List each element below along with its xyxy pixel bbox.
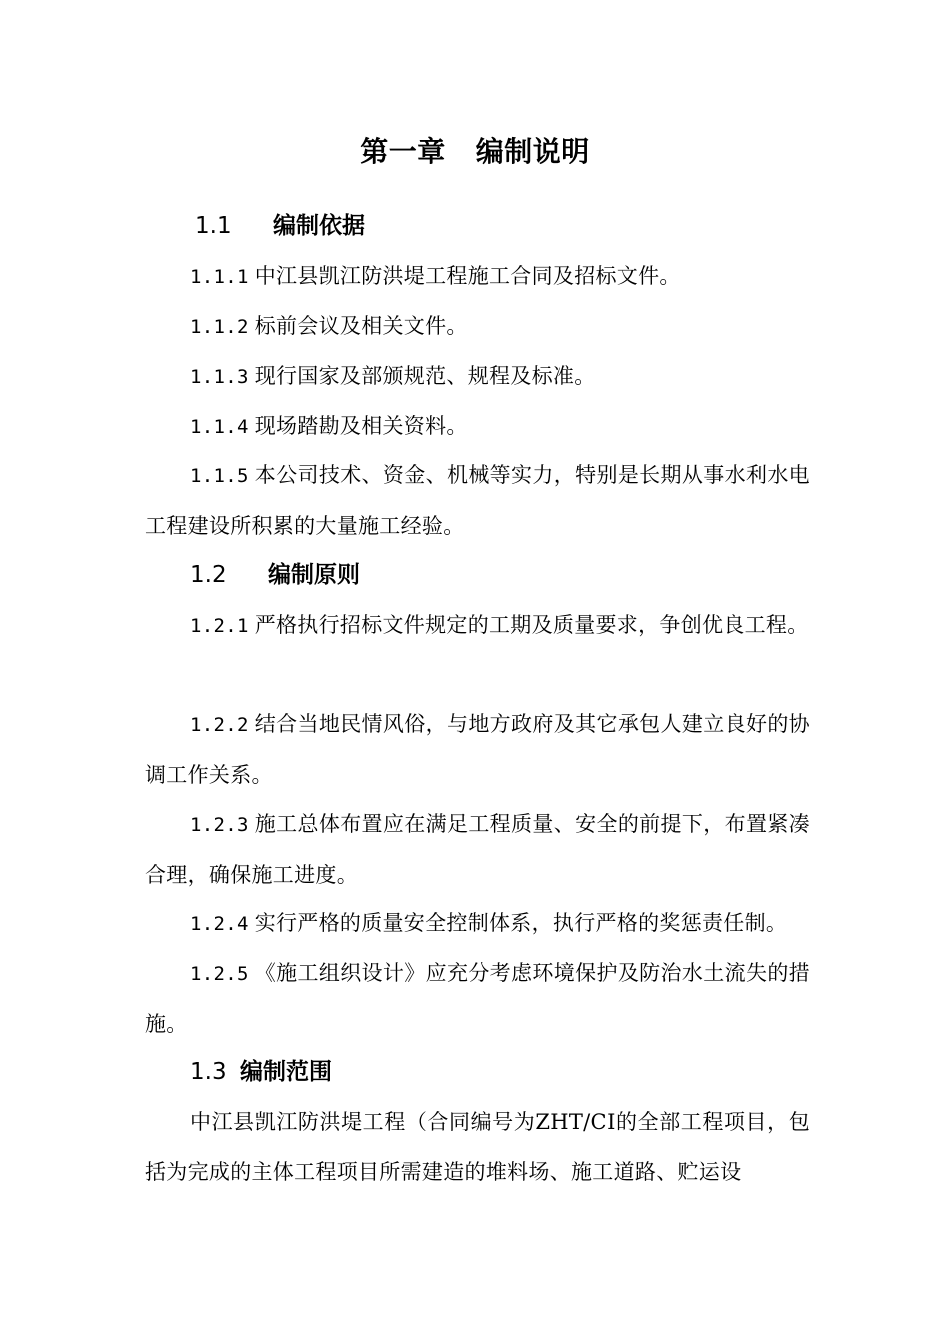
item-number: 1.2.4 — [190, 913, 249, 935]
paragraph-1-1-5 — [145, 450, 810, 551]
paragraph-1-2-1 — [145, 600, 810, 651]
paragraph-1-2-4 — [145, 898, 810, 949]
item-text: 实行严格的质量安全控制体系，执行严格的奖惩责任制。 — [254, 911, 788, 935]
item-text: 施工总体布置应在满足工程质量、安全的前提下，布置紧凑合理，确保施工进度。 — [145, 812, 810, 887]
chapter-title-text: 编制说明 — [475, 135, 590, 168]
item-text: 本公司技术、资金、机械等实力，特别是长期从事水利水电工程建设所积累的大量施工经验。 — [145, 463, 810, 538]
item-text: 现场踏勘及相关资料。 — [254, 414, 468, 438]
item-number: 1.1.2 — [190, 316, 249, 338]
item-number: 1.2.3 — [190, 814, 249, 836]
paragraph-1-1-1 — [145, 251, 810, 302]
section-number: 1.3 — [190, 1059, 227, 1085]
paragraph-1-1-4 — [145, 401, 810, 452]
item-number: 1.1.1 — [190, 266, 249, 288]
item-number: 1.2.2 — [190, 714, 249, 736]
paragraph-1-2-5 — [145, 948, 810, 1049]
item-text: 标前会议及相关文件。 — [254, 314, 468, 338]
item-text: 严格执行招标文件规定的工期及质量要求，争创优良工程。 — [254, 613, 809, 637]
chapter-label: 第一章 — [360, 135, 446, 168]
item-number: 1.1.3 — [190, 366, 249, 388]
paragraph-1-1-2 — [145, 301, 810, 352]
paragraph-1-1-3 — [145, 351, 810, 402]
section-title: 编制依据 — [273, 213, 365, 239]
section-heading-1-2 — [190, 558, 360, 592]
item-text: 《施工组织设计》应充分考虑环境保护及防治水土流失的措施。 — [145, 961, 810, 1036]
item-text: 中江县凯江防洪堤工程（合同编号为ZHT/CⅠ的全部工程项目，包括为完成的主体工程项目所需建造的堆料场、施工道路、贮运设 — [145, 1110, 810, 1184]
item-text: 现行国家及部颁规范、规程及标准。 — [254, 364, 596, 388]
item-text: 结合当地民情风俗，与地方政府及其它承包人建立良好的协调工作关系。 — [145, 712, 810, 787]
section-title: 编制原则 — [268, 562, 360, 588]
section-heading-1-1 — [195, 209, 365, 243]
item-number: 1.2.5 — [190, 963, 249, 985]
item-number: 1.1.5 — [190, 465, 249, 487]
section-number: 1.1 — [195, 213, 232, 239]
item-number: 1.1.4 — [190, 416, 249, 438]
chapter-title — [0, 130, 950, 174]
section-number: 1.2 — [190, 562, 227, 588]
section-heading-1-3 — [190, 1055, 332, 1089]
item-text: 中江县凯江防洪堤工程施工合同及招标文件。 — [254, 264, 681, 288]
paragraph-1-2-2 — [145, 699, 810, 800]
section-title: 编制范围 — [240, 1059, 332, 1085]
paragraph-1-3-body — [145, 1097, 810, 1197]
item-number: 1.2.1 — [190, 615, 249, 637]
paragraph-1-2-3 — [145, 799, 810, 900]
